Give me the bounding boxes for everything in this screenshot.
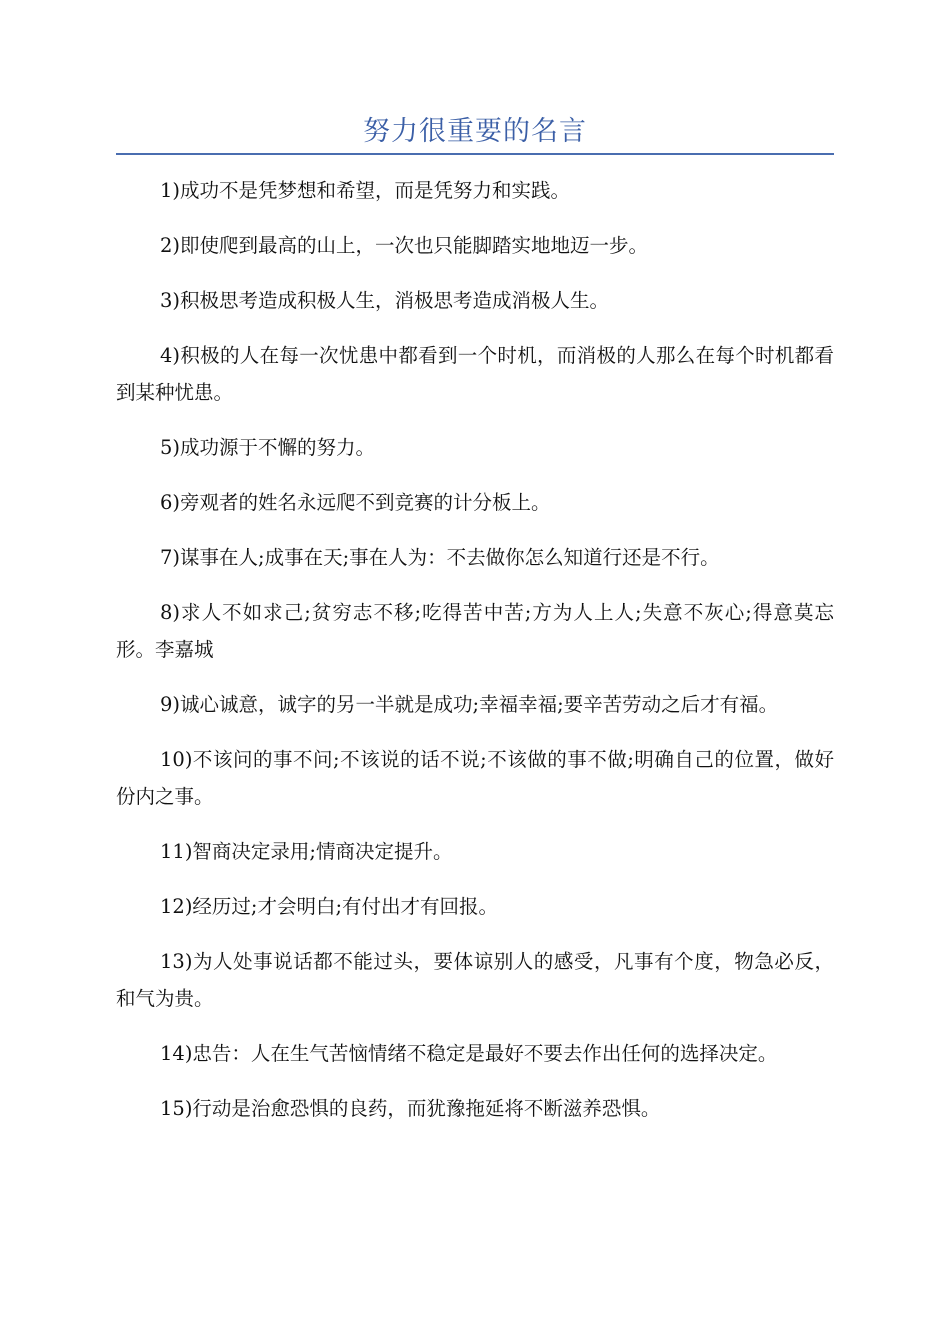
quote-paragraph: 4)积极的人在每一次忧患中都看到一个时机，而消极的人那么在每个时机都看到某种忧患。 (116, 344, 834, 404)
title-underline (116, 153, 834, 155)
quote-paragraph: 2)即使爬到最高的山上，一次也只能脚踏实地地迈一步。 (160, 234, 649, 257)
quote-paragraph: 12)经历过;才会明白;有付出才有回报。 (160, 895, 499, 918)
quote-list (116, 172, 834, 1145)
quote-paragraph: 5)成功源于不懈的努力。 (160, 436, 376, 459)
quote-paragraph: 6)旁观者的姓名永远爬不到竞赛的计分板上。 (160, 491, 551, 514)
page-title: 努力很重要的名言 (363, 116, 587, 147)
quote-paragraph: 10)不该问的事不问;不该说的话不说;不该做的事不做;明确自己的位置，做好份内之事。 (116, 748, 834, 808)
quote-paragraph: 8)求人不如求己;贫穷志不移;吃得苦中苦;方为人上人;失意不灰心;得意莫忘形。李嘉城 (116, 601, 834, 661)
quote-paragraph: 9)诚心诚意，诚字的另一半就是成功;幸福幸福;要辛苦劳动之后才有福。 (160, 693, 779, 716)
quote-paragraph: 7)谋事在人;成事在天;事在人为：不去做你怎么知道行还是不行。 (160, 546, 720, 569)
quote-paragraph: 14)忠告：人在生气苦恼情绪不稳定是最好不要去作出任何的选择决定。 (160, 1042, 778, 1065)
quote-paragraph: 3)积极思考造成积极人生，消极思考造成消极人生。 (160, 289, 610, 312)
quote-paragraph: 11)智商决定录用;情商决定提升。 (160, 840, 453, 863)
quote-paragraph: 13)为人处事说话都不能过头，要体谅别人的感受，凡事有个度，物急必反，和气为贵。 (116, 950, 834, 1010)
quote-paragraph: 1)成功不是凭梦想和希望，而是凭努力和实践。 (160, 179, 571, 202)
quote-paragraph: 15)行动是治愈恐惧的良药，而犹豫拖延将不断滋养恐惧。 (160, 1097, 661, 1120)
